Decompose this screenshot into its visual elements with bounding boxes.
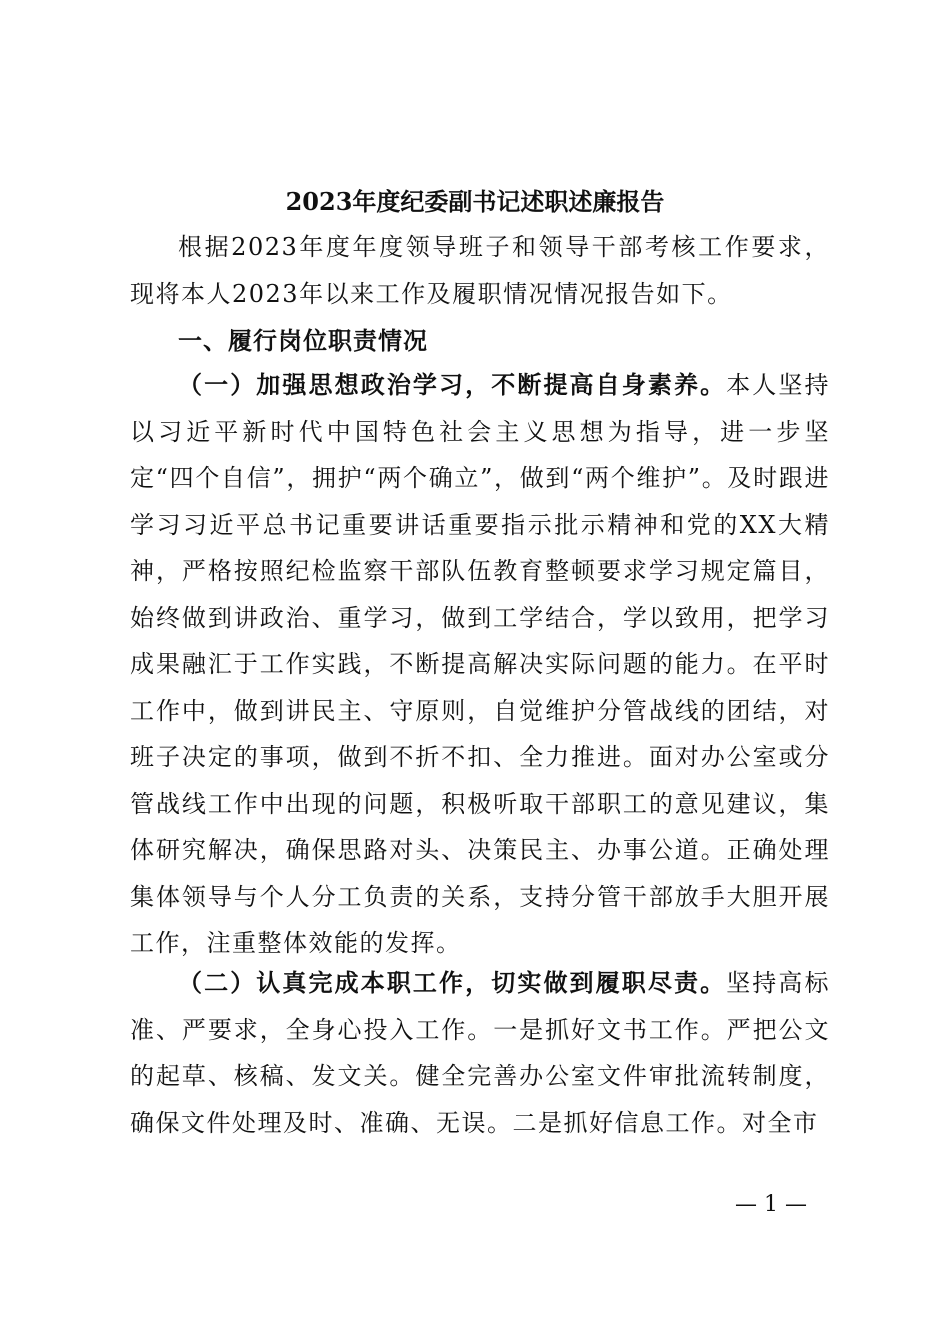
paragraph-2: [130, 960, 830, 1146]
intro-paragraph: 根据2023年度年度领导班子和领导干部考核工作要求，现将本人2023年以来工作及履职情况情况报告如下。: [130, 233, 830, 308]
paragraph-1: [130, 362, 830, 967]
document-title: 2023年度纪委副书记述职述廉报告: [285, 187, 665, 216]
section-heading-1: 一、履行岗位职责情况: [178, 327, 428, 355]
paragraph-2-text: 坚持高标准、严要求，全身心投入工作。一是抓好文书工作。严把公文的起草、核稿、发文关。健全完善办公室文件审批流转制度，确保文件处理及时、准确、无误。二是抓好信息工作。对全市: [130, 969, 830, 1137]
page-number: — 1 —: [735, 1192, 807, 1217]
paragraph-2-heading: （二）认真完成本职工作，切实做到履职尽责。: [178, 968, 727, 997]
paragraph-1-text: 本人坚持以习近平新时代中国特色社会主义思想为指导，进一步坚定“四个自信”，拥护“两个确立”，做到“两个维护”。及时跟进学习习近平总书记重要讲话重要指示批示精神和党的XX大精神，严格按照纪检监察干部队伍教育整顿要求学习规定篇目，始终做到讲政治、重学习，做到工学结合，学以致用，把学习成果融汇于工作实践，不断提高解决实际问题的能力。在平时工作中，做到讲民主、守原则，自觉维护分管战线的团结，对班子决定的事项，做到不折不扣、全力推进。面对办公室或分管战线工作中出现的问题，积极听取干部职工的意见建议，集体研究解决，确保思路对头、决策民主、办事公道。正确处理集体领导与个人分工负责的关系，支持分管干部放手大胆开展工作，注重整体效能的发挥。: [130, 371, 830, 957]
paragraph-1-heading: （一）加强思想政治学习，不断提高自身素养。: [178, 370, 727, 399]
